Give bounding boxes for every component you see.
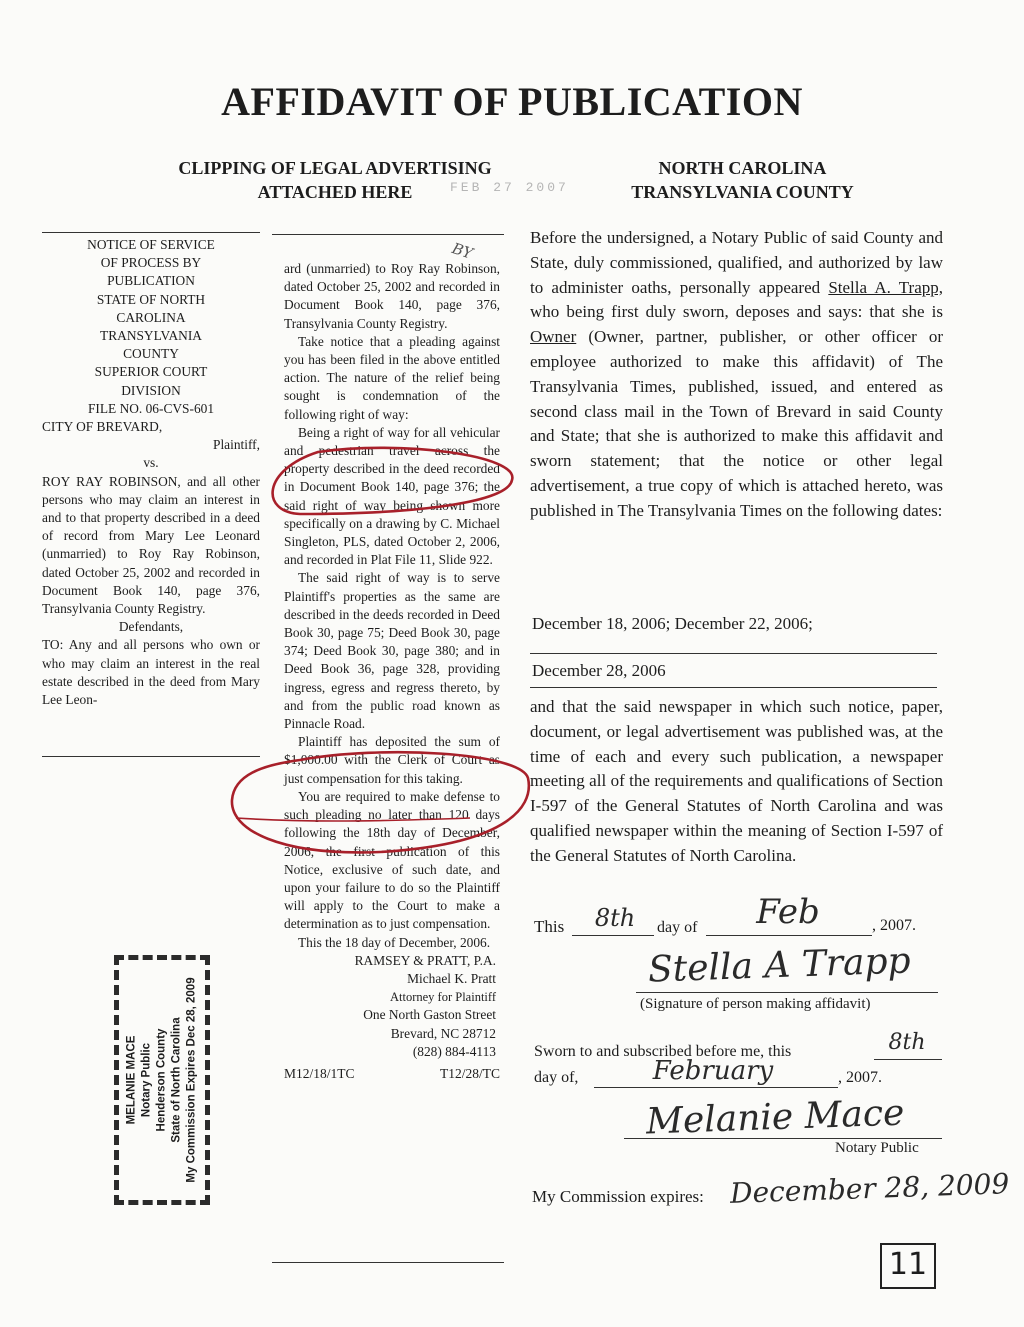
closing-statement: and that the said newspaper in which such notice, paper, document, or legal advertisement was published was, at the time of each and every such publication, a newspaper meeting all of the requirements and qualifications of Section I-597 of the General Statutes of North Carolina and was qualified newspaper within the meaning of Section I-597 of the General Statutes of North Carolina. xyxy=(530,697,943,865)
county-name: TRANSYLVANIA COUNTY xyxy=(631,182,854,202)
attorney-name: Michael K. Pratt xyxy=(407,970,496,986)
notice-to-text: TO: Any and all persons who own or who may claim an interest in the real estate described in the deed from Mary Lee Leon- xyxy=(42,637,260,708)
sworn-day-underline xyxy=(874,1059,942,1060)
sworn-month: February xyxy=(652,1056,774,1086)
signature-caption: (Signature of person making affidavit) xyxy=(640,996,871,1012)
heading-line: PUBLICATION xyxy=(107,273,195,289)
attorney-role: Attorney for Plaintiff xyxy=(390,990,496,1005)
plaintiff-name: CITY OF BREVARD, xyxy=(42,419,163,435)
statement-middle: who being first duly sworn, deposes and says: that she is xyxy=(530,302,943,322)
state-name: NORTH CAROLINA xyxy=(658,158,827,178)
heading-line: STATE OF NORTH xyxy=(96,291,206,307)
stamp-line: My Commission Expires Dec 28, 2009 xyxy=(185,977,198,1183)
day-value: 8th xyxy=(594,904,636,932)
stamp-line: Notary Public xyxy=(140,1042,153,1118)
circle-right-of-way xyxy=(273,448,513,514)
affiant-role: Owner xyxy=(530,327,577,347)
notice-paragraph: ard (unmarried) to Roy Ray Robinson, dated October 25, 2002 and recorded in Document Book 140, page 376, Transylvania County Registry. xyxy=(284,261,500,331)
stamp-line: Henderson County xyxy=(155,1028,168,1132)
sworn-label: Sworn to and subscribed before me, this xyxy=(534,1043,792,1060)
heading-line: NOTICE OF SERVICE xyxy=(87,237,215,252)
affidavit-statement xyxy=(530,226,943,524)
dated-paragraph: This the 18 day of December, 2006. xyxy=(298,934,491,950)
circle-ingress-egress xyxy=(232,752,529,852)
dates-rule xyxy=(530,687,937,688)
day-of-label: day of xyxy=(657,919,698,936)
defendants-label: Defendants, xyxy=(118,619,184,635)
heading-line: DIVISION xyxy=(121,382,181,398)
defendant-text: ROY RAY ROBINSON, and all other persons who may claim an interest in and to that property described in a deed of record from Mary Lee Leonard (unmarried) to Roy Ray Robinson, dated October 25, 2002 and recorded in Document Book 140, page 376, Transylvania County Registry. xyxy=(42,473,260,617)
month-value: Feb xyxy=(756,892,820,932)
day-of-label-2: day of, xyxy=(534,1069,579,1086)
heading-line: CAROLINA xyxy=(116,309,186,325)
stamp-line: State of North Carolina xyxy=(170,1017,183,1143)
law-firm: RAMSEY & PRATT, P.A. xyxy=(354,952,496,968)
year-label: , 2007. xyxy=(872,917,916,934)
purpose-paragraph: The said right of way is to serve Plaintiff's properties as the same are described in the deeds recorded in Deed Book 30, page 75; Deed Book 30, page 374; Deed Book 30, page 380; and in Deed Book 36, page 328, providing ingress, egress and regress thereto, by and from the public road known as Pinnacle Road. xyxy=(284,570,500,732)
sworn-day: 8th xyxy=(888,1030,926,1055)
code-left: M12/18/1TC xyxy=(284,1065,355,1081)
page-number-box: 11 xyxy=(880,1243,936,1289)
commission-expiration: December 28, 2009 xyxy=(729,1167,1010,1210)
notary-stamp xyxy=(114,955,210,1205)
defense-paragraph: You are required to make defense to such pleading no later than 120 days following the 18th day of December, 2006, the first publication of this Notice, exclusive of such date, and upon your failure to do so the Plaintiff will apply to the Court to make a determination as to just compensation. xyxy=(284,788,500,932)
commission-label: My Commission expires: xyxy=(532,1187,704,1206)
right-of-way-paragraph: Being a right of way for all vehicular and pedestrian travel across the property described in the deed recorded in Document Book 140, page 376; the said right of way being shown more specifically on a drawing by C. Michael Singleton, PLS, dated October 2, 2006, and recorded in Plat File 11, Slide 922. xyxy=(284,424,500,568)
this-label: This xyxy=(534,917,565,936)
notary-signature: Melanie Mace xyxy=(645,1092,906,1143)
publication-dates-line1: December 18, 2006; December 22, 2006; xyxy=(532,614,813,633)
plaintiff-label: Plaintiff, xyxy=(213,437,260,453)
statement-intro: Before the undersigned, a Notary Public of said County and State, duly commissioned, qualified, and authorized by law to administer oaths, personally appeared xyxy=(530,228,943,297)
code-right: T12/28/TC xyxy=(440,1065,500,1081)
deposit-paragraph: Plaintiff has deposited the sum of $1,000.00 with the Clerk of Court as just compensation for this taking. xyxy=(284,734,500,786)
notary-public-label: Notary Public xyxy=(835,1140,919,1156)
dates-rule xyxy=(530,653,937,654)
publication-dates-line2: December 28, 2006 xyxy=(532,661,666,680)
notice-paragraph: Take notice that a pleading against you has been filed in the above entitled action. The nature of the relief being sought is condemnation of the following right of way: xyxy=(284,333,500,422)
received-stamp: FEB 27 2007 xyxy=(450,180,569,195)
underline-annotation xyxy=(236,818,470,821)
affidavit-body xyxy=(530,226,943,524)
address-line1: One North Gaston Street xyxy=(363,1007,496,1023)
month-underline xyxy=(706,935,872,936)
heading-line: OF PROCESS BY xyxy=(100,255,202,271)
heading-line: TRANSYLVANIA xyxy=(100,328,202,344)
heading-line: SUPERIOR COURT xyxy=(94,364,208,380)
stamp-line: MELANIE MACE xyxy=(125,1035,138,1125)
address-line2: Brevard, NC 28712 xyxy=(390,1025,496,1041)
clipping-header-line2: ATTACHED HERE xyxy=(257,182,413,202)
document-title: AFFIDAVIT OF PUBLICATION xyxy=(221,79,803,124)
affiant-name: Stella A. Trapp, xyxy=(828,277,943,297)
sworn-year: , 2007. xyxy=(838,1069,882,1086)
notary-signature-line xyxy=(624,1138,942,1139)
affiant-signature: Stella A Trapp xyxy=(647,940,912,991)
sworn-month-underline xyxy=(594,1087,838,1088)
signature-line xyxy=(636,992,938,993)
affidavit-closing xyxy=(530,695,943,869)
clipping-header-line1: CLIPPING OF LEGAL ADVERTISING xyxy=(178,158,492,178)
versus-label: vs. xyxy=(143,455,159,471)
notary-stamp-text xyxy=(125,965,200,1195)
file-number: FILE NO. 06-CVS-601 xyxy=(87,400,215,416)
phone-number: (828) 884-4113 xyxy=(412,1043,496,1059)
day-underline xyxy=(572,935,654,936)
statement-rest: (Owner, partner, publisher, or other officer or employee authorized to make this affidavit) of The Transylvania Times, published, issued, and entered as second class mail in the Town of Brevard in said County and State; that she is authorized to make this affidavit and sworn statement; that the notice or other legal advertisement, a true copy of which is attached hereto, was published in The Transylvania Times on the following dates: xyxy=(530,327,943,520)
by-note: BY xyxy=(449,239,475,263)
heading-line: COUNTY xyxy=(123,346,179,362)
